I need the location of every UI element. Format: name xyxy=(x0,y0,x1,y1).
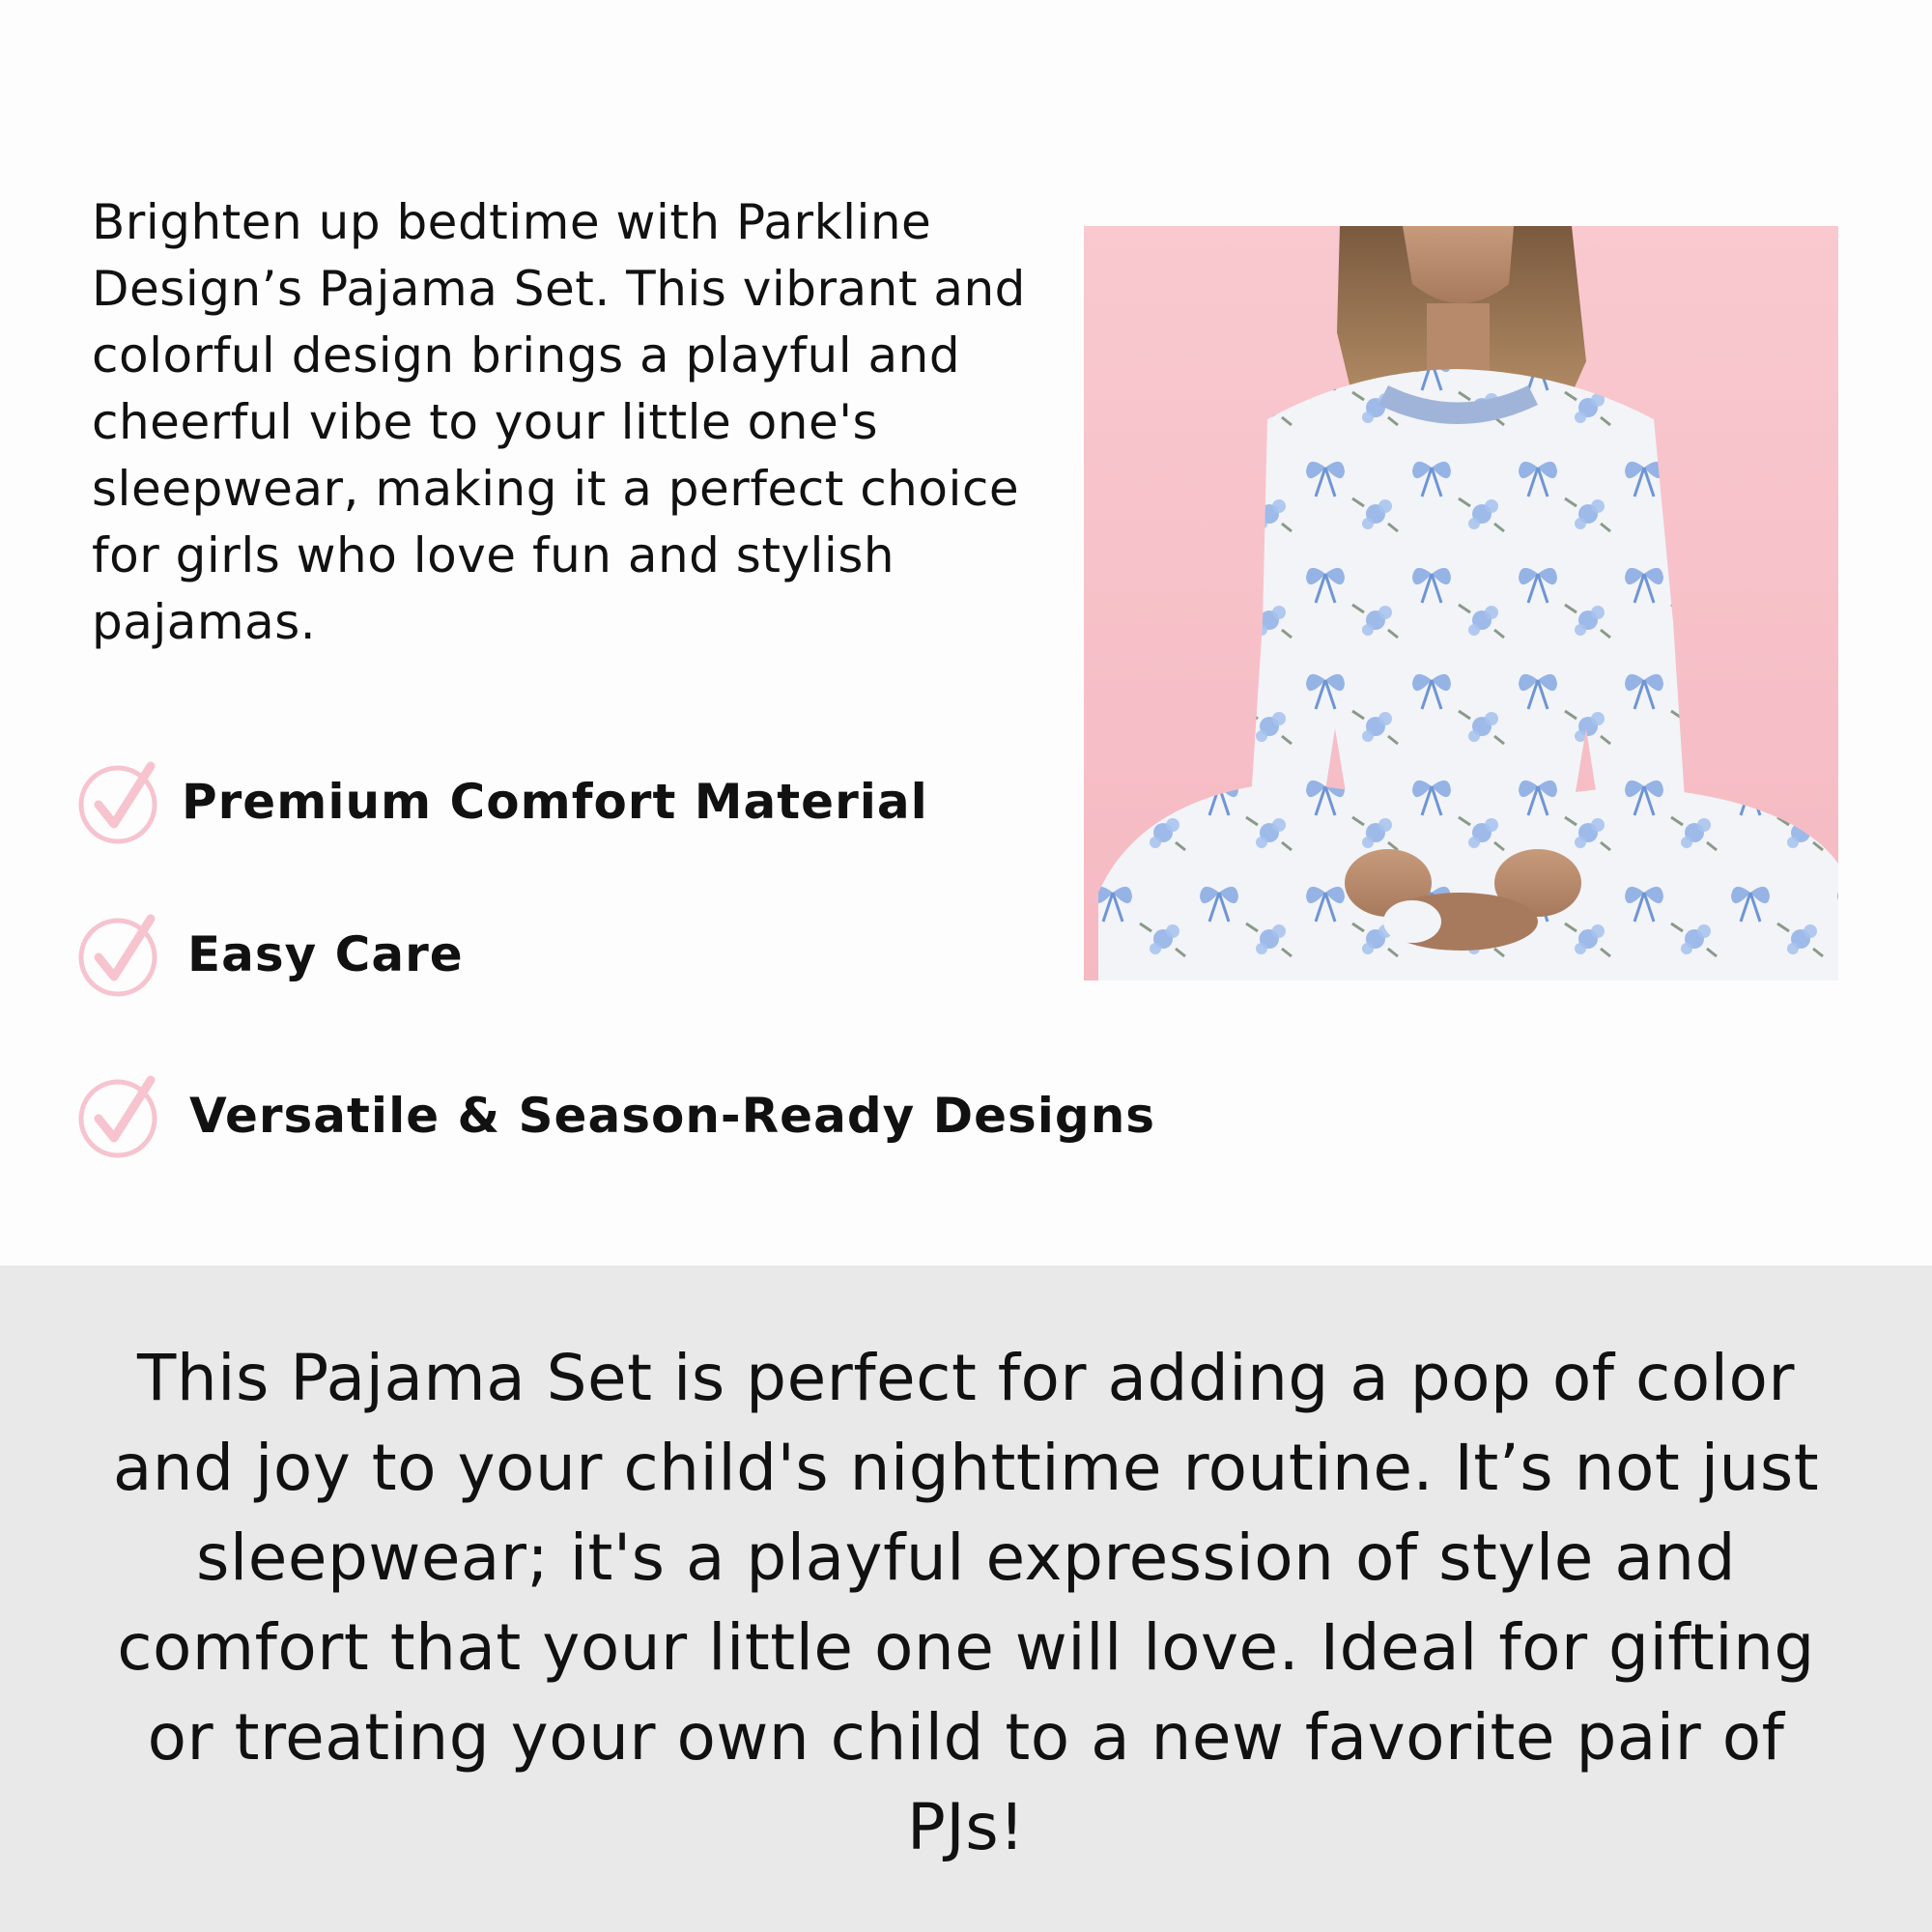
intro-paragraph: Brighten up bedtime with Parkline Design’s Pajama Set. This vibrant and colorful design brings a playful and cheerful vibe to your little one's sleepwear, making it a perfect choice for girls who love fun and stylish pajamas. xyxy=(92,194,1026,650)
checkmark-circle-icon xyxy=(77,1072,164,1159)
feature-label: Versatile & Season-Ready Designs xyxy=(189,1088,1156,1144)
checkmark-circle-icon xyxy=(77,911,164,998)
feature-item-comfort xyxy=(77,758,928,845)
outro-paragraph: This Pajama Set is perfect for adding a pop of color and joy to your child's nighttime routine. It’s not just sleepwear; it's a playful expression of style and comfort that your little one will love. Ideal for gifting or treating your own child to a new favorite pair of PJs! xyxy=(112,1341,1820,1864)
feature-label: Premium Comfort Material xyxy=(182,774,928,830)
checkmark-circle-icon xyxy=(77,758,164,845)
feature-label: Easy Care xyxy=(187,926,464,982)
feature-item-versatile xyxy=(77,1072,1155,1159)
product-photo xyxy=(1084,226,1838,980)
feature-item-easy-care xyxy=(77,911,464,998)
bottom-section xyxy=(0,1265,1932,1932)
